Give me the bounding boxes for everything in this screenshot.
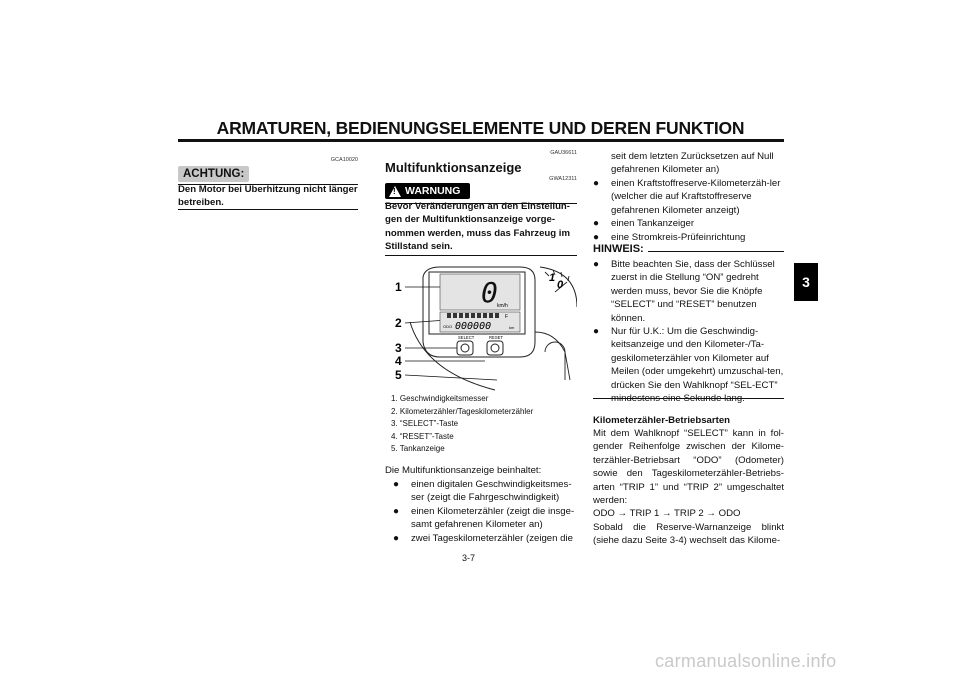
continued-text: seit dem letzten Zurücksetzen auf Null gefahrenen Kilometer an): [611, 151, 774, 176]
speed-digit: 0: [481, 276, 498, 309]
speed-unit: km/h: [497, 303, 508, 309]
warning-icon: [389, 186, 401, 197]
list-item: ● Bitte beachten Sie, dass der Schlüssel zuerst in die Stellung “ON” gedreht werden muss, bevor Sie die Knöpfe “SELECT” und “RESET” benutzen können.: [593, 258, 784, 325]
gauge-number-0: 0: [557, 279, 564, 291]
hinweis-list: [593, 258, 784, 405]
section-heading: Multifunktionsanzeige: [385, 160, 522, 175]
warning-rule: [385, 255, 577, 256]
feature-list-cont: [593, 177, 784, 244]
select-label: SELECT: [458, 335, 475, 340]
warning-label: WARNUNG: [405, 185, 461, 197]
list-item: ● einen Kraftstoffreserve-Kilometerzäh-ler (welcher die auf Kraftstoffreserve gefahrenen Kilometer anzeigt): [593, 177, 784, 217]
fuel-mark: F: [505, 314, 509, 320]
tachometer: [535, 270, 570, 380]
ref-code: GAU36611: [550, 150, 577, 156]
caption: 1. Geschwindigkeitsmesser: [391, 394, 489, 403]
achtung-label: ACHTUNG:: [178, 166, 249, 182]
warning-text: Bevor Veränderungen an den Einstellun-gen der Multifunktionsanzeige vorge-nommen werden, muss das Fahrzeug im Stillstand sein.: [385, 201, 570, 253]
hinweis-header: [593, 243, 784, 255]
fuel-bars: [447, 313, 499, 318]
reset-knob: [491, 344, 499, 352]
paragraph-text: Sobald die Reserve-Warnanzeige blinkt (siehe dazu Seite 3-4) wechselt das Kilome-: [593, 521, 784, 547]
callout-4: 4: [395, 354, 402, 368]
select-knob: [461, 344, 469, 352]
page-number: 3-7: [462, 553, 476, 563]
list-item: ● einen digitalen Geschwindigkeitsmes-ser (zeigt die Fahrgeschwindigkeit): [393, 478, 577, 505]
list-item: ● einen Kilometerzähler (zeigt die insge-samt gefahrenen Kilometer an): [393, 505, 577, 532]
intro-text: Die Multifunktionsanzeige beinhaltet:: [385, 465, 542, 476]
feature-list: [393, 478, 577, 545]
hinweis-line: [648, 251, 784, 252]
hinweis-rule: [593, 398, 784, 399]
subsection-heading: Kilometerzähler-Betriebsarten: [593, 415, 731, 426]
mode-sequence: ODO → TRIP 1 → TRIP 2 → ODO: [593, 508, 741, 520]
instrument-figure: [385, 262, 577, 392]
caption: 5. Tankanzeige: [391, 444, 445, 454]
lcd-upper: [440, 274, 520, 310]
callout-2: 2: [395, 316, 402, 330]
hinweis-label: HINWEIS:: [593, 243, 644, 255]
list-item: ● einen Tankanzeiger: [593, 217, 784, 230]
warning-badge: [385, 183, 470, 199]
paragraph: [593, 427, 784, 548]
callout-5: 5: [395, 368, 402, 382]
caption: 2. Kilometerzähler/Tageskilometerzähler: [391, 406, 534, 416]
achtung-rule: [178, 209, 358, 210]
achtung-text: Den Motor bei Überhitzung nicht länger betreiben.: [178, 184, 358, 209]
caption: 3. “SELECT”-Taste: [391, 419, 459, 429]
paragraph-text: Mit dem Wahlknopf “SELECT” kann in fol-gender Reihenfolge zwischen der Kilome-terzähler-Betriebsart “ODO” (Odometer) sowie den Tageskilometerzähler-Betriebs-arten “TRIP 1” und “TRIP 2” umgeschaltet werden:: [593, 428, 784, 507]
ref-code: GWA12311: [549, 176, 577, 182]
achtung-header: [178, 164, 358, 185]
callout-3: 3: [395, 341, 402, 355]
list-item: ● Nur für U.K.: Um die Geschwindig-keitsanzeige und den Kilometer-/Ta-geskilometerzähler von Kilometer auf Meilen (oder umgekehrt) umzuschal-ten, drücken Sie den Wahlknopf “SEL-ECT”: [593, 325, 784, 405]
list-item: ● zwei Tageskilometerzähler (zeigen die: [393, 532, 577, 545]
odo-digits: 000000: [455, 321, 492, 332]
gauge-number-1: 1: [549, 272, 556, 284]
callout-1: 1: [395, 280, 402, 294]
reset-label: RESET: [489, 335, 503, 340]
figure-captions: [391, 393, 533, 456]
odo-prefix: ODO: [443, 324, 453, 329]
watermark: carmanualsonline.info: [655, 651, 837, 671]
title-rule: [178, 139, 784, 142]
caption: 4. “RESET”-Taste: [391, 431, 454, 441]
chapter-tab: 3: [794, 263, 818, 301]
ref-code: GCA10020: [330, 157, 358, 163]
list-item: ● eine Stromkreis-Prüfeinrichtung: [593, 231, 784, 244]
odo-unit: km: [509, 325, 515, 330]
page-title: ARMATUREN, BEDIENUNGSELEMENTE UND DEREN FUNKTION: [216, 118, 745, 138]
